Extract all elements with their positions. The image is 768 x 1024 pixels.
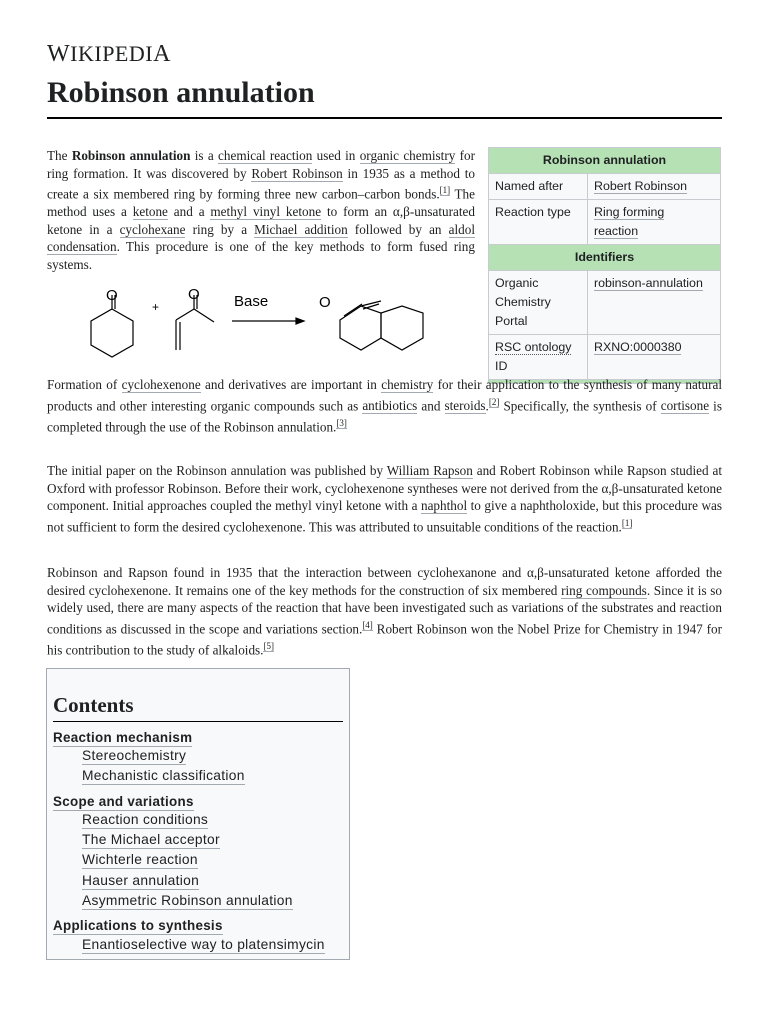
infobox-identifiers-header: Identifiers bbox=[489, 245, 721, 271]
wikipedia-wordmark[interactable]: WIKIPEDIA bbox=[47, 41, 171, 67]
paragraph-4: Robinson and Rapson found in 1935 that the interaction between cyclohexanone and α,β-unsaturated ketone afforded the desired cyclohexenone. It remains one of the key methods for the construction of six membered ring compounds. Since it is so widely used, there are many aspects of the reaction that have been investigated such as variations of the substrates and reaction conditions as discussed in the scope and variations section.[4] Robert Robinson won the Nobel Prize for Chemistry in 1947 for his contribution to the study of alkaloids.[5] bbox=[47, 565, 722, 658]
paragraph-2: Formation of cyclohexenone and derivatives are important in chemistry for their application to the synthesis of many natural products and other interesting organic compounds such as antibiotics and steroids.[2] Specifically, the synthesis of cortisone is completed through the use of the Robinson annulation.[3] bbox=[47, 377, 723, 434]
mvk-o-label: O bbox=[188, 286, 200, 303]
toc-item-reaction-conditions[interactable]: Reaction conditions bbox=[82, 812, 209, 827]
toc-divider bbox=[53, 721, 343, 722]
link-organic-chemistry[interactable]: organic chemistry bbox=[359, 148, 456, 163]
infobox-label-reaction-type: Reaction type bbox=[489, 200, 588, 245]
reaction-scheme-image bbox=[82, 282, 442, 372]
product-o-label: O bbox=[319, 294, 331, 311]
toc-item-platensimycin[interactable]: Enantioselective way to platensimycin bbox=[82, 937, 325, 952]
link-michael-addition[interactable]: Michael addition bbox=[254, 221, 348, 237]
link-cyclohexenone[interactable]: cyclohexenone bbox=[121, 377, 201, 392]
toc-title: Contents bbox=[53, 693, 134, 717]
link-aldol-condensation[interactable]: aldol condensation bbox=[47, 221, 475, 255]
infobox-link-portal[interactable]: robinson-annulation bbox=[594, 276, 703, 290]
product-ring-b bbox=[381, 306, 423, 350]
infobox-label-rsc: RSC ontology ID bbox=[489, 335, 588, 380]
intro-paragraph: The Robinson annulation is a chemical reaction used in organic chemistry for ring formation. It was discovered by Robert Robinson in 1935 as a method to create a six membered ring by forming three new carbon–carbon bonds.[1] The method uses a ketone and a methyl vinyl ketone to form an α,β-unsaturated ketone in a cyclohexane ring by a Michael addition followed by an aldol condensation. This procedure is one of the key methods to form fused ring systems. bbox=[47, 148, 476, 272]
infobox-label-named-after: Named after bbox=[489, 174, 588, 200]
infobox-label-portal: Organic Chemistry Portal bbox=[489, 271, 588, 335]
cyclohexanone-ring bbox=[91, 309, 133, 357]
base-label: Base bbox=[234, 293, 269, 310]
link-cyclohexane[interactable]: cyclohexane bbox=[119, 221, 186, 237]
link-ring-compounds[interactable]: ring compounds bbox=[561, 582, 647, 598]
ketone-o-label: O bbox=[106, 287, 118, 304]
ref-4[interactable]: [4] bbox=[362, 619, 373, 630]
product-ring-a bbox=[340, 306, 381, 350]
toc-item-reaction-mechanism[interactable]: Reaction mechanism bbox=[53, 730, 193, 745]
link-antibiotics[interactable]: antibiotics bbox=[362, 397, 418, 413]
infobox bbox=[488, 147, 721, 384]
toc-item-stereochemistry[interactable]: Stereochemistry bbox=[82, 748, 187, 763]
paragraph-3: The initial paper on the Robinson annulation was published by William Rapson and Robert Robinson while Rapson studied at Oxford with professor Robinson. Before their work, cyclohexenone syntheses were not derived from the α,β-unsaturated ketone component. Initial approaches coupled the methyl vinyl ketone with a naphthol to give a naphtholoxide, but this procedure was not sufficient to form the desired cyclohexenone. This was attributed to unsuitable conditions of the reaction.[1] bbox=[47, 463, 723, 535]
link-naphthol[interactable]: naphthol bbox=[420, 498, 468, 514]
toc-item-hauser-annulation[interactable]: Hauser annulation bbox=[82, 873, 200, 888]
link-steroids[interactable]: steroids bbox=[444, 397, 486, 413]
ref-5[interactable]: [5] bbox=[263, 640, 274, 651]
ref-3[interactable]: [3] bbox=[336, 417, 347, 428]
link-william-rapson[interactable]: William Rapson bbox=[386, 463, 473, 478]
infobox-title: Robinson annulation bbox=[489, 148, 721, 174]
toc-item-scope-and-variations[interactable]: Scope and variations bbox=[53, 794, 194, 809]
title-divider bbox=[47, 117, 722, 119]
toc-item-applications[interactable]: Applications to synthesis bbox=[53, 918, 223, 933]
link-cortisone[interactable]: cortisone bbox=[660, 397, 710, 413]
page-title: Robinson annulation bbox=[47, 76, 315, 109]
toc-item-asymmetric-robinson[interactable]: Asymmetric Robinson annulation bbox=[82, 893, 293, 908]
plus-sign: + bbox=[152, 300, 160, 314]
infobox-link-ring-forming[interactable]: Ring forming reaction bbox=[588, 200, 721, 245]
ref-2[interactable]: [2] bbox=[488, 396, 500, 407]
link-methyl-vinyl-ketone[interactable]: methyl vinyl ketone bbox=[210, 204, 322, 220]
infobox-link-rxno[interactable]: RXNO:0000380 bbox=[594, 340, 682, 354]
link-robert-robinson[interactable]: Robert Robinson bbox=[251, 165, 343, 181]
link-chemistry[interactable]: chemistry bbox=[381, 377, 434, 392]
infobox-link-robert-robinson[interactable]: Robert Robinson bbox=[594, 179, 687, 193]
link-ketone[interactable]: ketone bbox=[132, 204, 168, 220]
table-of-contents bbox=[46, 668, 350, 960]
ref-1[interactable]: [1] bbox=[439, 185, 451, 196]
toc-item-mechanistic-classification[interactable]: Mechanistic classification bbox=[82, 768, 245, 783]
link-chemical-reaction[interactable]: chemical reaction bbox=[218, 148, 313, 163]
toc-item-michael-acceptor[interactable]: The Michael acceptor bbox=[82, 832, 220, 847]
toc-item-wichterle-reaction[interactable]: Wichterle reaction bbox=[82, 852, 198, 867]
ref-1b[interactable]: [1] bbox=[621, 517, 633, 528]
